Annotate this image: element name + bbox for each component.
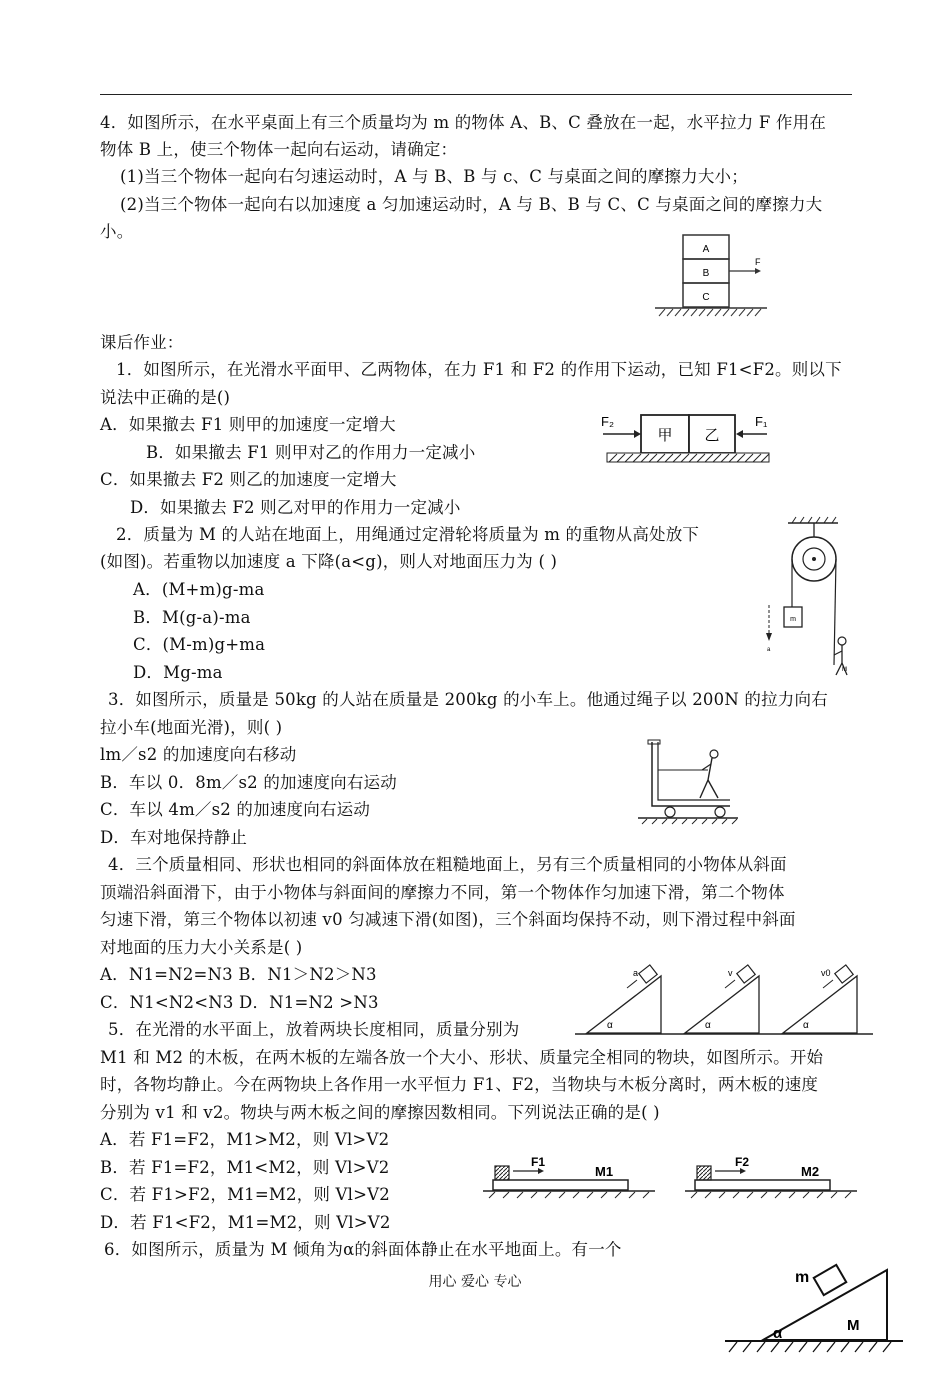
homework-heading: 课后作业： [100,333,184,352]
hw2-line-2: (如图)。若重物以加速度 a 下降(a<g)，则人对地面压力为 ( ) [100,552,558,571]
two-blocks-figure [595,408,775,470]
board1-f1-label: F1 [531,1155,546,1169]
hw2-option-d: D．Mg-ma [133,663,223,682]
person-m-label: M [842,667,847,673]
q4-part-2: (2)当三个物体一起向右以加速度 a 匀加速运动时，A 与 B、B 与 C、C 与桌面之间的摩擦力大 [120,195,823,214]
hw5-line-1: 5．在光滑的水平面上，放着两块长度相同，质量分别为 [108,1020,520,1039]
hw4-line-2: 顶端沿斜面滑下，由于小物体与斜面间的摩擦力不同，第一个物体作匀加速下滑，第二个物体 [100,883,785,902]
header-rule [100,94,852,95]
hw1-option-c: C．如果撤去 F2 则乙的加速度一定增大 [100,470,397,489]
mass-m-label: m [790,616,796,623]
board1-m1-label: M1 [595,1164,614,1179]
incline3-alpha-label: α [803,1020,809,1031]
hw5-line-3: 时，各物均静止。今在两物块上各作用一水平恒力 F1、F2，当物块与木板分离时，两木板的速度 [100,1075,819,1094]
block-m-label: m [795,1269,810,1286]
hw4-options-cd: C．N1<N2<N3 D．N1=N2 >N3 [100,993,379,1012]
block-yi-label: 乙 [704,427,720,444]
q4-part-1: (1)当三个物体一起向右匀速运动时，A 与 B、B 与 c、C 与桌面之间的摩擦力大小； [120,167,748,186]
cart-figure [638,736,738,828]
force-f1-label: F₁ [755,414,768,429]
hw1-line-1: 1．如图所示，在光滑水平面甲、乙两物体，在力 F1 和 F2 的作用下运动，已知 F1<F2。则以下 [116,360,842,379]
hw1-option-d: D．如果撤去 F2 则乙对甲的作用力一定减小 [130,498,461,517]
hw1-option-a: A．如果撤去 F1 则甲的加速度一定增大 [100,415,396,434]
hw6-line-1: 6．如图所示，质量为 M 倾角为α的斜面体静止在水平地面上。有一个 [104,1240,622,1259]
hw3-line-2: 拉小车(地面光滑)，则( ) [100,718,283,737]
hw4-line-3: 匀速下滑，第三个物体以初速 v0 匀减速下滑(如图)，三个斜面均保持不动，则下滑过程中斜面 [100,910,796,929]
hw5-line-2: M1 和 M2 的木板，在两木板的左端各放一个大小、形状、质量完全相同的物块，如图所示。开始 [100,1048,824,1067]
block-c-label: C [702,292,710,303]
hw4-line-1: 4．三个质量相同、形状也相同的斜面体放在粗糙地面上，另有三个质量相同的小物体从斜面 [108,855,787,874]
hw1-option-b: B．如果撤去 F1 则甲对乙的作用力一定减小 [146,443,476,462]
q4-line-2: 物体 B 上，使三个物体一起向右运动，请确定： [100,140,458,159]
hw3-line-1: 3．如图所示，质量是 50kg 的人站在质量是 200kg 的小车上。他通过绳子以 200N 的拉力向右 [108,690,828,709]
hw2-option-b: B．M(g-a)-ma [133,608,251,627]
hw2-line-1: 2．质量为 M 的人站在地面上，用绳通过定滑轮将质量为 m 的重物从高处放下 [116,525,700,544]
q4-part-2-cont: 小。 [100,222,134,241]
incline1-a-label: a [633,968,639,978]
hw3-option-b: B．车以 0．8m／s2 的加速度向右运动 [100,773,397,792]
hw5-line-4: 分别为 v1 和 v2。物块与两木板之间的摩擦因数相同。下列说法正确的是( ) [100,1103,660,1122]
block-jia-label: 甲 [657,427,673,444]
force-f2-label: F₂ [601,414,614,429]
hw3-option-a: lm／s2 的加速度向右移动 [100,745,297,764]
hw1-line-2: 说法中正确的是() [100,388,231,407]
pulley-figure [758,515,850,687]
board2-f2-label: F2 [735,1155,750,1169]
hw3-option-c: C．车以 4m／s2 的加速度向右运动 [100,800,371,819]
hw2-option-a: A．(M+m)g-ma [133,580,265,599]
incline1-alpha-label: α [607,1020,613,1031]
hw5-option-b: B．若 F1=F2，M1<M2，则 Vl>V2 [100,1158,390,1177]
stacked-blocks-figure [655,232,770,324]
incline-alpha-label: α [773,1325,783,1342]
block-b-label: B [702,268,710,279]
accel-a-label: a [767,647,771,653]
hw5-option-d: D．若 F1<F2，M1=M2，则 Vl>V2 [100,1213,391,1232]
hw3-option-d: D．车对地保持静止 [100,828,248,847]
incline3-v0-label: v0 [821,968,831,978]
hw2-option-c: C．(M-m)g+ma [133,635,266,654]
incline-m-label: M [847,1317,860,1334]
hw5-option-c: C．若 F1>F2，M1=M2，则 Vl>V2 [100,1185,390,1204]
block-a-label: A [702,244,710,255]
two-boards-figure [483,1148,863,1206]
hw5-option-a: A．若 F1=F2，M1>M2，则 Vl>V2 [100,1130,390,1149]
q4-line-1: 4．如图所示，在水平桌面上有三个质量均为 m 的物体 A、B、C 叠放在一起，水平拉力 F 作用在 [100,113,827,132]
page-footer: 用心 爱心 专心 [428,1274,522,1290]
hw4-line-4: 对地面的压力大小关系是( ) [100,938,303,957]
incline2-alpha-label: α [705,1020,711,1031]
incline2-v-label: v [728,968,733,978]
hw4-options-ab: A．N1=N2=N3 B．N1＞N2＞N3 [100,965,377,984]
force-f-label: F [755,257,761,267]
three-inclines-figure [575,962,875,1038]
board2-m2-label: M2 [801,1164,820,1179]
